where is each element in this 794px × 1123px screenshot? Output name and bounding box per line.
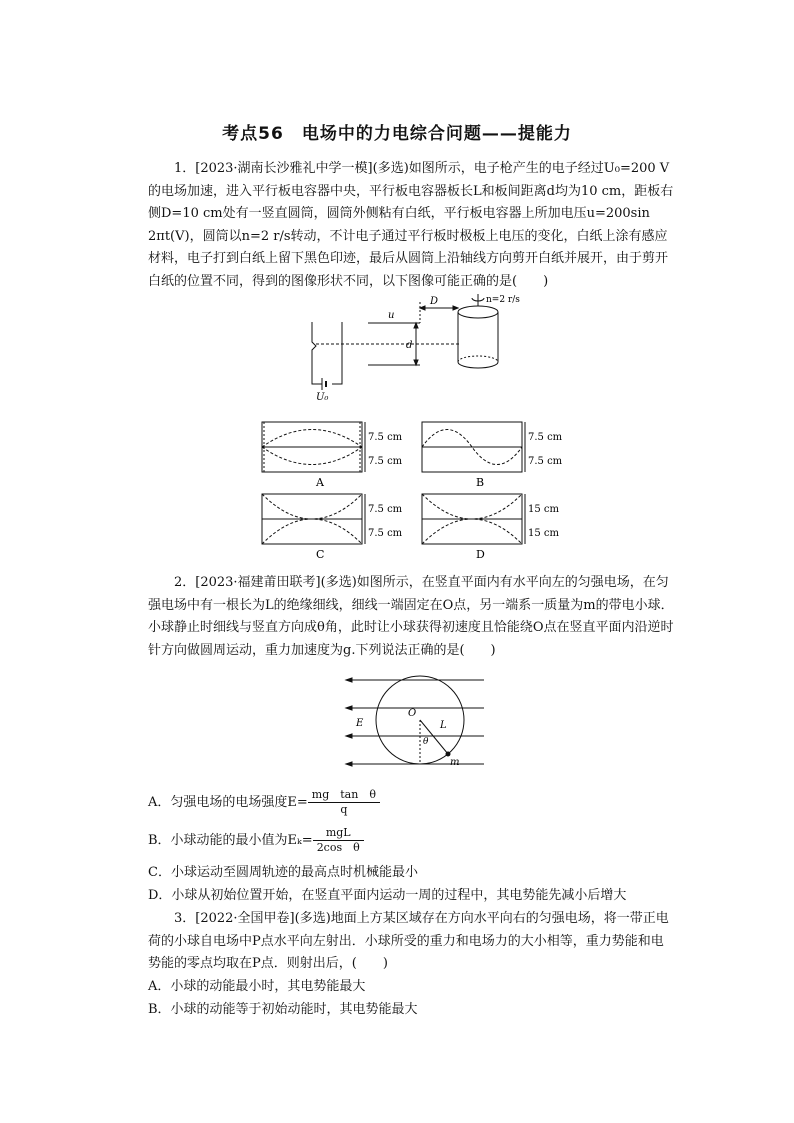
question-2-text: 2．[2023·福建莆田联考](多选)如图所示，在竖直平面内有水平向左的匀强电场，在匀强电场中有一根长为L的绝缘细线，细线一端固定在O点，另一端系一质量为m的带电小球．小球静止时细线与竖直方向成θ角，此时让小球获得初速度且恰能绕O点在竖直平面内沿逆时针方向做圆周运动，重力加速度为g.下列说法正确的是( )	[148, 575, 674, 658]
label-m: m	[450, 757, 460, 768]
option-graph-C	[258, 492, 408, 562]
graph-B-top-label: 7.5 cm	[528, 432, 563, 443]
q2-option-A-numerator: mg tan θ	[308, 788, 380, 803]
graph-C-bottom-label: 7.5 cm	[368, 528, 403, 539]
label-n: n=2 r/s	[486, 295, 520, 305]
label-L: L	[440, 720, 447, 731]
q2-option-A-text: A．匀强电场的电场强度E=	[148, 795, 308, 810]
graph-A-top-label: 7.5 cm	[368, 432, 403, 443]
label-theta: θ	[423, 737, 429, 747]
q2-option-D: D．小球从初始位置开始，在竖直平面内运动一周的过程中，其电势能先减小后增大	[148, 888, 627, 903]
option-graph-A	[258, 420, 408, 490]
q2-option-A	[148, 788, 676, 817]
page-title: 考点56 电场中的力电综合问题——提能力	[222, 124, 572, 144]
figure-electron-gun-cylinder	[300, 290, 520, 402]
q2-option-A-fraction	[308, 788, 380, 817]
graph-A-bottom-label: 7.5 cm	[368, 456, 403, 467]
label-O: O	[408, 708, 417, 719]
label-E: E	[356, 718, 364, 729]
q2-option-B-numerator: mgL	[313, 826, 364, 841]
q3-option-A: A．小球的动能最小时，其电势能最大	[148, 979, 366, 994]
graph-D-letter: D	[476, 548, 485, 561]
graph-B-bottom-label: 7.5 cm	[528, 456, 563, 467]
graph-C-letter: C	[316, 548, 325, 561]
label-u: u	[388, 310, 395, 321]
q2-option-B-text: B．小球动能的最小值为Eₖ=	[148, 833, 313, 848]
figure-circle-in-field	[340, 668, 490, 778]
q2-option-B-denominator: 2cos θ	[316, 841, 360, 854]
q2-option-B	[148, 826, 676, 855]
graph-D-top-label: 15 cm	[528, 504, 559, 515]
q2-option-C: C．小球运动至圆周轨迹的最高点时机械能最小	[148, 865, 418, 880]
graph-C-top-label: 7.5 cm	[368, 504, 403, 515]
question-3-text: 3．[2022·全国甲卷](多选)地面上方某区域存在方向水平向右的匀强电场，将一带正电荷的小球自电场中P点水平向左射出．小球所受的重力和电场力的大小相等，重力势能和电势能的零点均取在P点．则射出后，( )	[148, 911, 669, 971]
option-graph-D	[418, 492, 568, 562]
label-U0: U₀	[316, 392, 329, 402]
graph-D-bottom-label: 15 cm	[528, 528, 559, 539]
question-1-text: 1．[2023·湖南长沙雅礼中学一模](多选)如图所示，电子枪产生的电子经过U₀=200 V的电场加速，进入平行板电容器中央，平行板电容器板长L和板间距离d均为10 cm，距板右侧D=10 cm处有一竖直圆筒，圆筒外侧粘有白纸，平行板电容器上所加电压u=200sin 2πt(V)，圆筒以n=2 r/s转动，不计电子通过平行板时极板上电压的变化，白纸上涂有感应材料，电子打到白纸上留下黑色印迹，最后从圆筒上沿轴线方向剪开白纸并展开，由于剪开白纸的位置不同，得到的图像形状不同，以下图像可能正确的是( )	[148, 161, 674, 289]
q2-option-A-denominator: q	[340, 803, 348, 816]
graph-B-letter: B	[476, 476, 485, 489]
option-graph-B	[418, 420, 568, 490]
graph-A-letter: A	[316, 476, 324, 489]
label-D: D	[430, 296, 439, 307]
q2-option-B-fraction	[313, 826, 364, 855]
label-d: d	[406, 340, 413, 351]
q3-option-B: B．小球的动能等于初始动能时，其电势能最大	[148, 1002, 418, 1017]
